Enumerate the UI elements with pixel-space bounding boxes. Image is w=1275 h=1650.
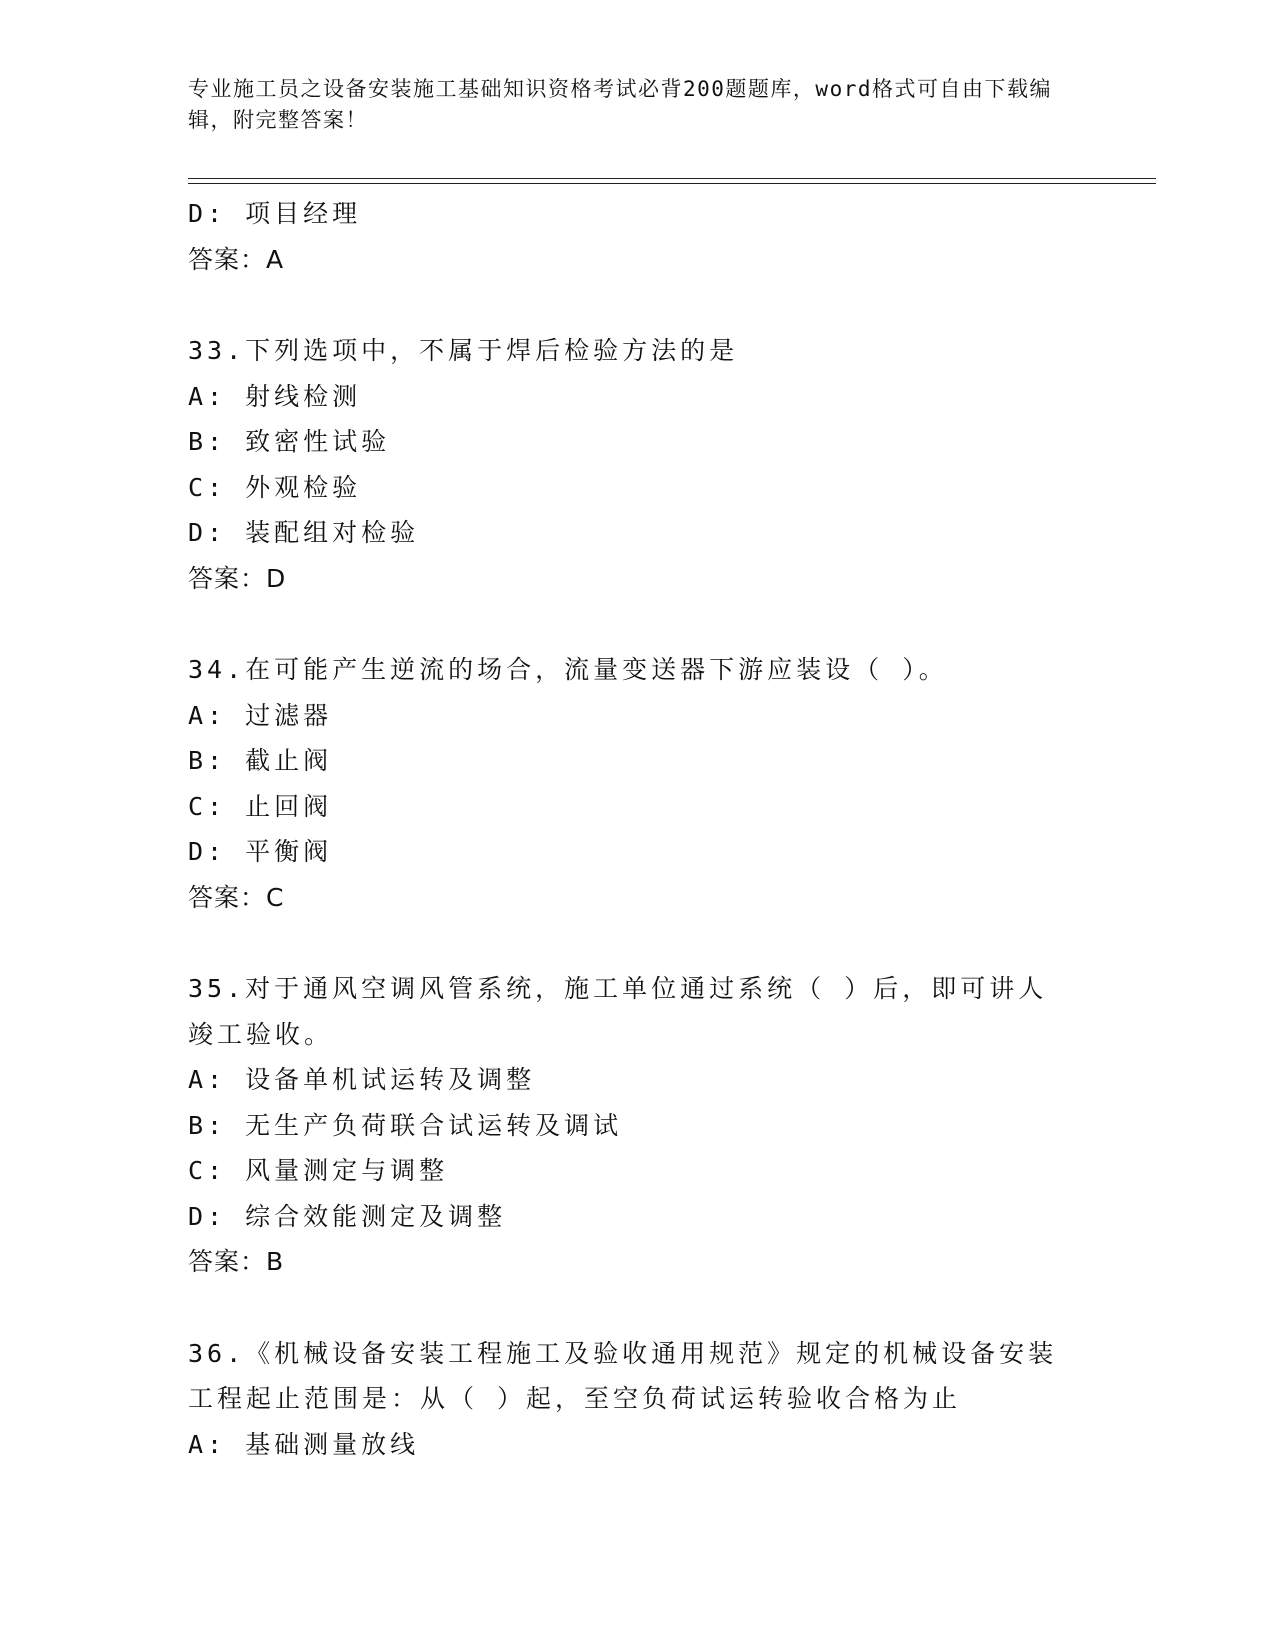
option-a: A: 过滤器 <box>188 700 333 730</box>
answer-line: 答案：D <box>188 563 287 593</box>
option-a: A: 设备单机试运转及调整 <box>188 1065 536 1094</box>
option-d: D: 平衡阀 <box>188 837 333 866</box>
document-header: 专业施工员之设备安装施工基础知识资格考试必背200题题库，word格式可自由下载编辑，附完整答案！ <box>188 77 1052 132</box>
answer-line: 答案：B <box>188 1247 285 1276</box>
header-rule-top <box>188 178 1156 179</box>
header-rule-bottom <box>188 183 1156 184</box>
answer-line: 答案：A <box>188 244 285 274</box>
option-b: B: 致密性试验 <box>188 427 391 456</box>
question-33 <box>188 328 1088 601</box>
document-body <box>188 191 1088 1467</box>
option-c: C: 止回阀 <box>188 791 333 821</box>
question-35 <box>188 966 1088 1285</box>
option-b: B: 截止阀 <box>188 746 333 775</box>
option-a: A: 射线检测 <box>188 381 362 411</box>
question-text: 35.对于通风空调风管系统，施工单位通过系统（ ）后，即可讲人竣工验收。 <box>188 974 1048 1049</box>
question-text: 34.在可能产生逆流的场合，流量变送器下游应装设（ ）。 <box>188 655 948 684</box>
answer-line: 答案：C <box>188 882 285 912</box>
option-b: B: 无生产负荷联合试运转及调试 <box>188 1110 623 1140</box>
option-d: D: 装配组对检验 <box>188 518 420 547</box>
question-36 <box>188 1331 1088 1468</box>
option-c: C: 风量测定与调整 <box>188 1156 449 1185</box>
option-d: D: 综合效能测定及调整 <box>188 1201 507 1231</box>
option-a: A: 基础测量放线 <box>188 1429 420 1459</box>
previous-question-tail <box>188 191 1088 282</box>
option-c: C: 外观检验 <box>188 472 362 502</box>
question-text: 33.下列选项中，不属于焊后检验方法的是 <box>188 336 739 365</box>
question-text: 36.《机械设备安装工程施工及验收通用规范》规定的机械设备安装工程起止范围是：从（ ）起，至空负荷试运转验收合格为止 <box>188 1338 1058 1413</box>
question-34 <box>188 647 1088 920</box>
option-d: D: 项目经理 <box>188 199 362 228</box>
